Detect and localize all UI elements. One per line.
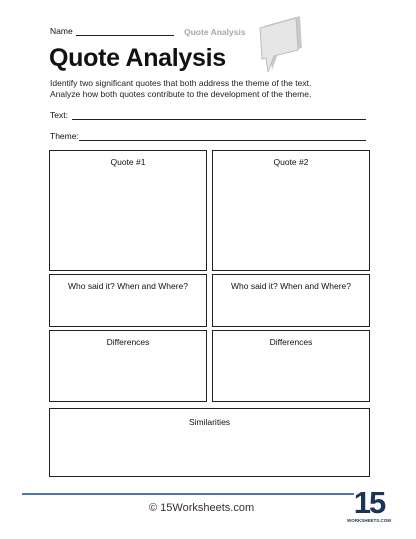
page-title: Quote Analysis (49, 44, 226, 72)
who-said-1-label: Who said it? When and Where? (67, 281, 188, 291)
differences-1-label: Differences (106, 337, 150, 347)
instruction-line-2: Analyze how both quotes contribute to the development of the theme. (50, 89, 312, 100)
logo-number: 15 (353, 485, 385, 520)
quote-2-box[interactable] (212, 150, 370, 271)
who-said-1-box[interactable] (49, 274, 207, 327)
instruction-line-1: Identify two significant quotes that both address the theme of the text. (50, 78, 312, 88)
theme-field-line[interactable] (79, 140, 366, 141)
who-said-2-box[interactable] (212, 274, 370, 327)
quote-1-label: Quote #1 (110, 157, 146, 167)
similarities-label: Similarities (188, 417, 231, 427)
similarities-box[interactable] (49, 408, 370, 477)
instructions (50, 78, 311, 101)
text-field-line[interactable] (72, 119, 366, 120)
who-said-2-label: Who said it? When and Where? (230, 281, 351, 291)
differences-1-box[interactable] (49, 330, 207, 402)
differences-2-label: Differences (269, 337, 313, 347)
logo-text: WORKSHEETS.COM (347, 518, 392, 523)
differences-2-box[interactable] (212, 330, 370, 402)
name-label: Name (50, 26, 73, 36)
footer-copyright: © 15Worksheets.com (149, 502, 255, 514)
text-field-label: Text: (50, 110, 68, 120)
name-line[interactable] (76, 35, 174, 36)
theme-field-label: Theme: (50, 131, 79, 141)
15worksheets-logo (347, 485, 392, 529)
footer-divider (22, 493, 354, 495)
header-worksheet-label: Quote Analysis (184, 27, 246, 37)
speech-bubble-icon (256, 12, 308, 74)
quote-2-label: Quote #2 (273, 157, 309, 167)
quote-1-box[interactable] (49, 150, 207, 271)
